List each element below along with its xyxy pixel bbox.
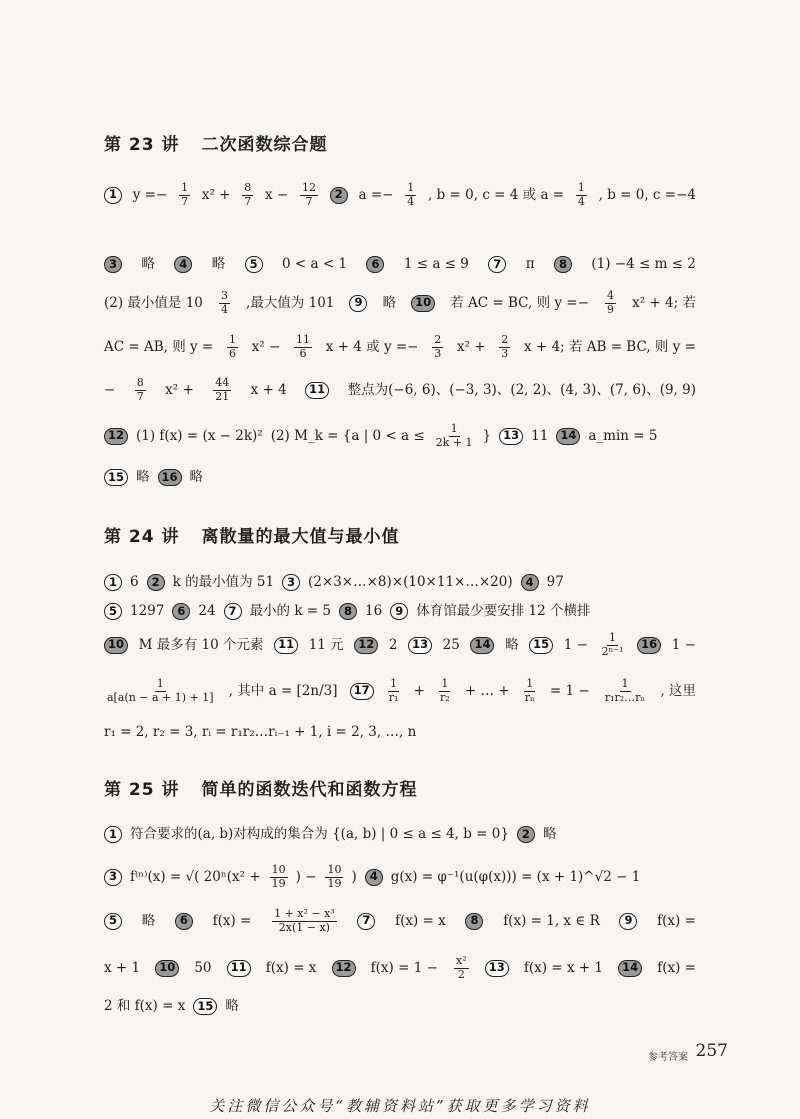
question-number: 11	[274, 637, 298, 654]
fraction	[432, 334, 443, 360]
answer-text: (2) 最小值是 10	[104, 295, 203, 312]
fraction-numerator: 1	[526, 677, 534, 690]
answer-text: f(x) = x + 1	[523, 960, 603, 977]
section-title-23	[104, 130, 328, 155]
answer-text: , b = 0, c =−4	[598, 187, 696, 204]
question-number: 1	[104, 826, 122, 843]
answer-text: x + 4; 若 AB = BC, 则 y =	[524, 339, 696, 356]
question-number: 11	[227, 960, 251, 977]
answer-text: 最小的 k = 5	[249, 603, 332, 620]
fraction-denominator: a[a(n − a + 1) + 1]	[107, 690, 214, 704]
question-number: 8	[554, 256, 572, 273]
question-number: 1	[104, 574, 122, 591]
fraction-numerator: 1	[609, 631, 617, 644]
fraction-numerator: 10	[271, 863, 286, 876]
answer-text: f(x) = x	[265, 960, 317, 977]
answer-line	[104, 908, 696, 934]
fraction	[438, 678, 452, 704]
fraction	[454, 955, 469, 981]
answer-text: 略	[141, 913, 156, 930]
section-topic: 简单的函数迭代和函数方程	[201, 780, 418, 800]
answer-text: 1 −	[563, 637, 588, 654]
question-number: 7	[357, 913, 375, 930]
answer-line	[104, 574, 696, 591]
fraction	[294, 334, 312, 360]
fraction	[387, 678, 401, 704]
fraction-numerator: 2	[434, 333, 442, 346]
question-number: 12	[104, 428, 128, 445]
fraction-denominator: 21	[215, 389, 230, 403]
fraction-numerator: 44	[215, 376, 230, 389]
fraction-denominator: 7	[244, 194, 252, 208]
fraction-denominator: 4	[407, 194, 415, 208]
fraction	[605, 290, 616, 316]
answer-text: 略	[382, 295, 397, 312]
fraction	[213, 377, 231, 403]
fraction	[270, 864, 288, 890]
question-number: 13	[408, 637, 432, 654]
fraction-denominator: rₙ	[524, 690, 535, 704]
footer-label: 参考答案	[648, 1052, 688, 1063]
fraction-denominator: 2k + 1	[435, 435, 473, 449]
answer-text: y =−	[132, 187, 168, 204]
answer-text: 0 < a < 1	[282, 256, 348, 273]
fraction-numerator: 1	[577, 181, 585, 194]
answer-text: x + 1	[104, 960, 141, 977]
question-number: 8	[339, 603, 357, 620]
fraction-numerator: 1	[181, 181, 189, 194]
fraction-numerator: 1	[621, 677, 629, 690]
fraction-denominator: 19	[327, 876, 342, 890]
question-number: 3	[104, 256, 122, 273]
question-number: 2	[330, 187, 348, 204]
watermark-text: 关注微信公众号“教辅资料站”获取更多学习资料	[209, 1097, 591, 1115]
question-number: 16	[637, 637, 661, 654]
fraction-numerator: 3	[220, 289, 228, 302]
fraction-denominator: r₁r₂…rₙ	[604, 690, 646, 704]
question-number: 17	[350, 683, 374, 700]
question-number: 2	[147, 574, 165, 591]
answer-text: a =−	[358, 187, 394, 204]
question-number: 15	[104, 469, 128, 486]
fraction-denominator: 2ⁿ⁻¹	[601, 644, 624, 658]
answer-line	[104, 423, 696, 449]
question-number: 16	[158, 469, 182, 486]
answer-text: 若 AC = BC, 则 y =−	[450, 295, 589, 312]
answer-line	[104, 182, 696, 208]
answer-text: 略	[141, 256, 155, 273]
question-number: 5	[104, 603, 122, 620]
answer-text: )	[351, 869, 357, 886]
fraction-numerator: 8	[136, 376, 144, 389]
question-number: 5	[104, 913, 122, 930]
fraction	[576, 182, 587, 208]
question-number: 12	[354, 637, 378, 654]
section-number: 第 23 讲	[104, 135, 180, 155]
question-number: 3	[104, 869, 122, 886]
answer-text: ,最大值为 101	[246, 295, 335, 312]
fraction-denominator: r₁	[388, 690, 399, 704]
answer-text: x + 4	[250, 382, 287, 399]
answer-text: f(x) =	[212, 913, 252, 930]
question-number: 4	[365, 869, 383, 886]
answer-text: 24	[198, 603, 216, 620]
section-topic: 离散量的最大值与最小值	[201, 527, 400, 547]
question-number: 4	[174, 256, 192, 273]
question-number: 14	[556, 428, 580, 445]
fraction	[300, 182, 318, 208]
answer-text: 略	[189, 469, 204, 486]
answer-text: x² +	[165, 382, 194, 399]
answer-text: π	[525, 256, 535, 273]
fraction-numerator: 1	[450, 422, 458, 435]
answer-text: +	[413, 683, 425, 700]
answer-text: , 其中 a = [2n/3]	[228, 683, 338, 700]
answer-text: a_min = 5	[588, 428, 658, 445]
answer-text: , 这里	[660, 683, 696, 700]
fraction-denominator: 6	[299, 346, 307, 360]
answer-text: x² +	[201, 187, 231, 204]
question-number: 10	[411, 295, 435, 312]
answer-text: 略	[225, 998, 239, 1015]
fraction-denominator: 7	[136, 389, 144, 403]
fraction-numerator: 1	[228, 333, 236, 346]
question-number: 4	[521, 574, 539, 591]
answer-text: (2) M_k = {a | 0 < a ≤	[270, 428, 425, 445]
question-number: 6	[175, 913, 193, 930]
fraction	[600, 632, 626, 658]
answer-line	[104, 256, 696, 273]
answer-line	[104, 998, 696, 1015]
answer-text: 25	[442, 637, 460, 654]
fraction	[405, 182, 416, 208]
question-number: 13	[485, 960, 509, 977]
answer-text: , b = 0, c = 4 或 a =	[428, 187, 565, 204]
fraction	[499, 334, 510, 360]
fraction-denominator: 9	[607, 302, 615, 316]
answer-text: (1) −4 ≤ m ≤ 2	[591, 256, 696, 273]
answer-text: 略	[211, 256, 226, 273]
answer-text: (1) f(x) = (x − 2k)²	[136, 428, 263, 445]
section-title-25	[104, 775, 418, 800]
question-number: 9	[619, 913, 637, 930]
fraction-numerator: x²	[456, 954, 467, 967]
answer-text: M 最多有 10 个元素	[138, 637, 264, 654]
answer-text: AC = AB, 则 y =	[104, 339, 214, 356]
fraction-denominator: 4	[577, 194, 585, 208]
section-number: 第 25 讲	[104, 780, 180, 800]
fraction-numerator: 1	[441, 677, 449, 690]
answer-text: 略	[542, 826, 557, 843]
question-number: 6	[172, 603, 190, 620]
answer-text: }	[482, 428, 492, 445]
answer-text: 2	[388, 637, 398, 654]
fraction	[434, 423, 475, 449]
fraction-numerator: 10	[327, 863, 342, 876]
question-number: 10	[104, 637, 128, 654]
answer-text: 体育馆最少要安排 12 个横排	[416, 603, 591, 620]
fraction	[242, 182, 253, 208]
question-number: 5	[245, 256, 263, 273]
fraction	[272, 908, 337, 934]
fraction-denominator: r₂	[440, 690, 450, 704]
fraction-numerator: 1	[390, 677, 398, 690]
fraction-denominator: 2x(1 − x)	[278, 920, 330, 934]
question-number: 7	[488, 256, 506, 273]
answer-line	[104, 724, 696, 740]
fraction	[179, 182, 190, 208]
answer-line	[104, 955, 696, 981]
section-title-24	[104, 522, 400, 547]
answer-text: 2 和 f(x) = x	[104, 998, 186, 1015]
answer-text: g(x) = φ⁻¹(u(φ(x))) = (x + 1)^√2 − 1	[390, 869, 641, 886]
fraction-numerator: 8	[244, 181, 252, 194]
answer-text: f(x) =	[657, 960, 696, 977]
answer-text: 1 −	[671, 637, 696, 654]
answer-text: 11 元	[308, 637, 344, 654]
question-number: 14	[470, 637, 494, 654]
answer-text: 6	[130, 574, 139, 591]
section-number: 第 24 讲	[104, 527, 180, 547]
answer-line	[104, 678, 696, 704]
answer-text: 50	[194, 960, 212, 977]
answer-text: k 的最小值为 51	[172, 574, 275, 591]
fraction	[523, 678, 537, 704]
question-number: 15	[193, 998, 217, 1015]
question-number: 13	[499, 428, 523, 445]
answer-text: 略	[136, 469, 150, 486]
answer-line	[104, 826, 696, 843]
fraction-numerator: 1	[407, 181, 415, 194]
answer-text: r₁ = 2, r₂ = 3, rᵢ = r₁r₂…rᵢ₋₁ + 1, i = 2, 3, …, n	[104, 724, 417, 740]
answer-text: x + 4 或 y =−	[325, 339, 419, 356]
answer-text: f(x) = 1, x ∈ R	[503, 913, 600, 930]
fraction-numerator: 11	[296, 333, 311, 346]
answer-text: 11	[531, 428, 549, 445]
fraction-numerator: 4	[607, 289, 615, 302]
answer-text: f⁽ⁿ⁾(x) = √( 20ⁿ(x² +	[130, 869, 261, 886]
answer-line	[104, 603, 696, 620]
question-number: 2	[517, 826, 535, 843]
answer-text: 97	[546, 574, 564, 591]
page-number: 257	[695, 1041, 728, 1061]
fraction-denominator: 7	[305, 194, 313, 208]
fraction	[325, 864, 343, 890]
fraction-denominator: 6	[228, 346, 236, 360]
question-number: 14	[618, 960, 642, 977]
answer-text: = 1 −	[549, 683, 590, 700]
answer-line	[104, 290, 696, 316]
fraction-numerator: 12	[302, 181, 316, 194]
question-number: 12	[332, 960, 356, 977]
answer-text: 整点为(−6, 6)、(−3, 3)、(2, 2)、(4, 3)、(7, 6)、(9, 9)	[347, 382, 696, 399]
answer-text: 略	[505, 637, 519, 654]
answer-text: f(x) = 1 −	[370, 960, 438, 977]
fraction-denominator: 2	[457, 967, 465, 981]
answer-text: x² + 4; 若	[632, 295, 696, 312]
question-number: 1	[104, 187, 122, 204]
answer-line	[104, 377, 696, 403]
answer-line	[104, 334, 696, 360]
answer-text: x² −	[251, 339, 281, 356]
fraction-denominator: 19	[271, 876, 286, 890]
fraction-numerator: 2	[501, 333, 509, 346]
answer-text: x² +	[456, 339, 486, 356]
fraction-denominator: 7	[181, 194, 189, 208]
answer-text: 1297	[130, 603, 165, 620]
answer-text: ) −	[295, 869, 317, 886]
fraction-numerator: 1	[156, 677, 164, 690]
question-number: 6	[366, 256, 384, 273]
answer-text: 1 ≤ a ≤ 9	[403, 256, 469, 273]
question-number: 3	[282, 574, 300, 591]
question-number: 10	[155, 960, 179, 977]
fraction	[105, 678, 216, 704]
question-number: 9	[349, 295, 367, 312]
answer-text: f(x) = x	[395, 913, 446, 930]
fraction	[135, 377, 146, 403]
question-number: 8	[465, 913, 483, 930]
answer-text: (2×3×…×8)×(10×11×…×20)	[308, 574, 513, 591]
fraction-denominator: 3	[434, 346, 442, 360]
answer-text: 符合要求的(a, b)对构成的集合为 {(a, b) | 0 ≤ a ≤ 4, b = 0}	[130, 826, 509, 843]
answer-text: f(x) =	[657, 913, 696, 930]
question-number: 9	[390, 603, 408, 620]
answer-line	[104, 632, 696, 658]
fraction-denominator: 3	[501, 346, 509, 360]
fraction-denominator: 4	[220, 302, 228, 316]
answer-line	[104, 864, 696, 890]
answer-text: −	[104, 382, 116, 399]
answer-line	[104, 469, 696, 486]
fraction-numerator: 1 + x² − x³	[274, 907, 335, 920]
section-topic: 二次函数综合题	[201, 135, 328, 155]
answer-text: x −	[265, 187, 289, 204]
question-number: 11	[305, 382, 329, 399]
answer-text: 16	[365, 603, 383, 620]
question-number: 7	[224, 603, 242, 620]
fraction	[227, 334, 238, 360]
fraction	[603, 678, 647, 704]
question-number: 15	[529, 637, 553, 654]
fraction	[219, 290, 230, 316]
answer-text: + … +	[464, 683, 510, 700]
